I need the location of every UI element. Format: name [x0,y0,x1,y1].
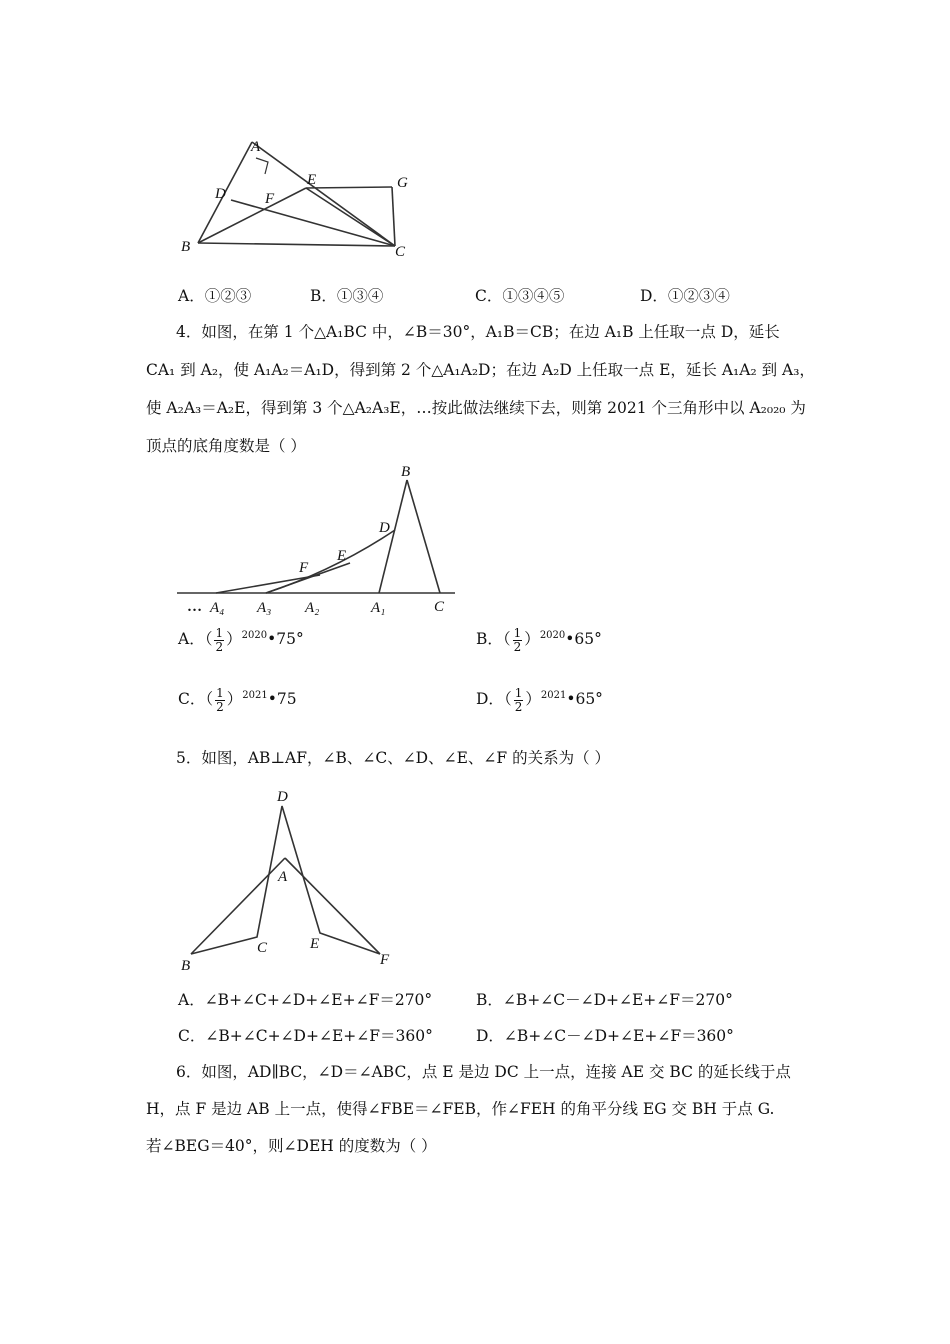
q4-label-A2: A₂ [305,600,320,616]
q4-option-c[interactable]: C．（ $\frac{1}{2}$ ）$^{2021}$•75 [178,685,297,714]
q4-label-A4: A₄ [210,600,225,616]
q3-label-D: D [215,186,226,202]
fraction-d: $\frac{1}{2}$ [514,685,523,714]
q5-label-B: B [181,958,191,974]
q3-option-b[interactable]: B．①③④ [310,287,384,305]
q4-label-C: C [434,599,445,615]
q5-option-c[interactable]: C．∠B+∠C+∠D+∠E+∠F＝360° [178,1027,433,1045]
q4-label-E: E [337,548,347,564]
q3-label-E: E [307,172,317,188]
q5-label-F: F [380,952,390,968]
q5-label-C: C [257,940,268,956]
q5-label-E: E [310,936,320,952]
q3-label-A: A [251,139,261,155]
q5-option-b[interactable]: B．∠B+∠C－∠D+∠E+∠F＝270° [476,991,733,1009]
q4-figure [175,460,475,620]
q3-option-d[interactable]: D．①②③④ [640,287,730,305]
q4-label-A1: A₁ [371,600,386,616]
q3-label-F: F [265,191,275,207]
fraction-c: $\frac{1}{2}$ [216,685,224,714]
q5-option-a[interactable]: A．∠B+∠C+∠D+∠E+∠F＝270° [178,991,433,1009]
q6-line-2: H，点 F 是边 AB 上一点，使得∠FBE＝∠FEB，作∠FEH 的角平分线 EG 交 BH 于点 G. [146,1100,775,1118]
q4-option-d[interactable]: D．（ $\frac{1}{2}$ ）$^{2021}$•65° [476,685,603,714]
q4-line-4: 顶点的底角度数是（ ） [146,437,306,455]
q3-option-c[interactable]: C．①③④⑤ [475,287,565,305]
q6-line-1: 6．如图，AD∥BC，∠D＝∠ABC，点 E 是边 DC 上一点，连接 AE 交 BC 的延长线于点 [176,1063,791,1081]
q3-option-a[interactable]: A．①②③ [178,287,252,305]
q5-option-d[interactable]: D．∠B+∠C－∠D+∠E+∠F＝360° [476,1027,734,1045]
q4-option-b[interactable]: B．（ $\frac{1}{2}$ ）$^{2020}$•65° [476,625,602,654]
q4-label-B: B [401,464,411,480]
fraction-a: $\frac{1}{2}$ [215,625,224,654]
fraction-b: $\frac{1}{2}$ [513,625,522,654]
q4-label-D: D [379,520,390,536]
q3-label-G: G [397,175,408,191]
q3-label-B: B [181,239,191,255]
q4-option-a[interactable]: A．（ $\frac{1}{2}$ ）$^{2020}$•75° [178,625,304,654]
q5-label-D: D [277,789,288,805]
q4-label-A3: A₃ [257,600,272,616]
q4-label-dots: … [187,599,202,615]
q4-line-2: CA₁ 到 A₂，使 A₁A₂＝A₁D，得到第 2 个△A₁A₂D；在边 A₂D 上任取一点 E，延长 A₁A₂ 到 A₃， [146,361,815,379]
q4-label-F: F [299,560,309,576]
q6-line-3: 若∠BEG＝40°，则∠DEH 的度数为（ ） [146,1137,437,1155]
q4-line-1: 4．如图，在第 1 个△A₁BC 中，∠B＝30°，A₁B＝CB；在边 A₁B 上任取一点 D，延长 [176,323,780,341]
q5-line-1: 5．如图，AB⊥AF，∠B、∠C、∠D、∠E、∠F 的关系为（ ） [176,749,611,767]
q5-figure [175,786,415,976]
q3-figure [175,132,435,272]
q5-label-A: A [278,869,288,885]
q4-line-3: 使 A₂A₃＝A₂E，得到第 3 个△A₂A₃E，…按此做法继续下去，则第 2021 个三角形中以 A₂₀₂₀ 为 [146,399,806,417]
q3-label-C: C [395,244,406,260]
